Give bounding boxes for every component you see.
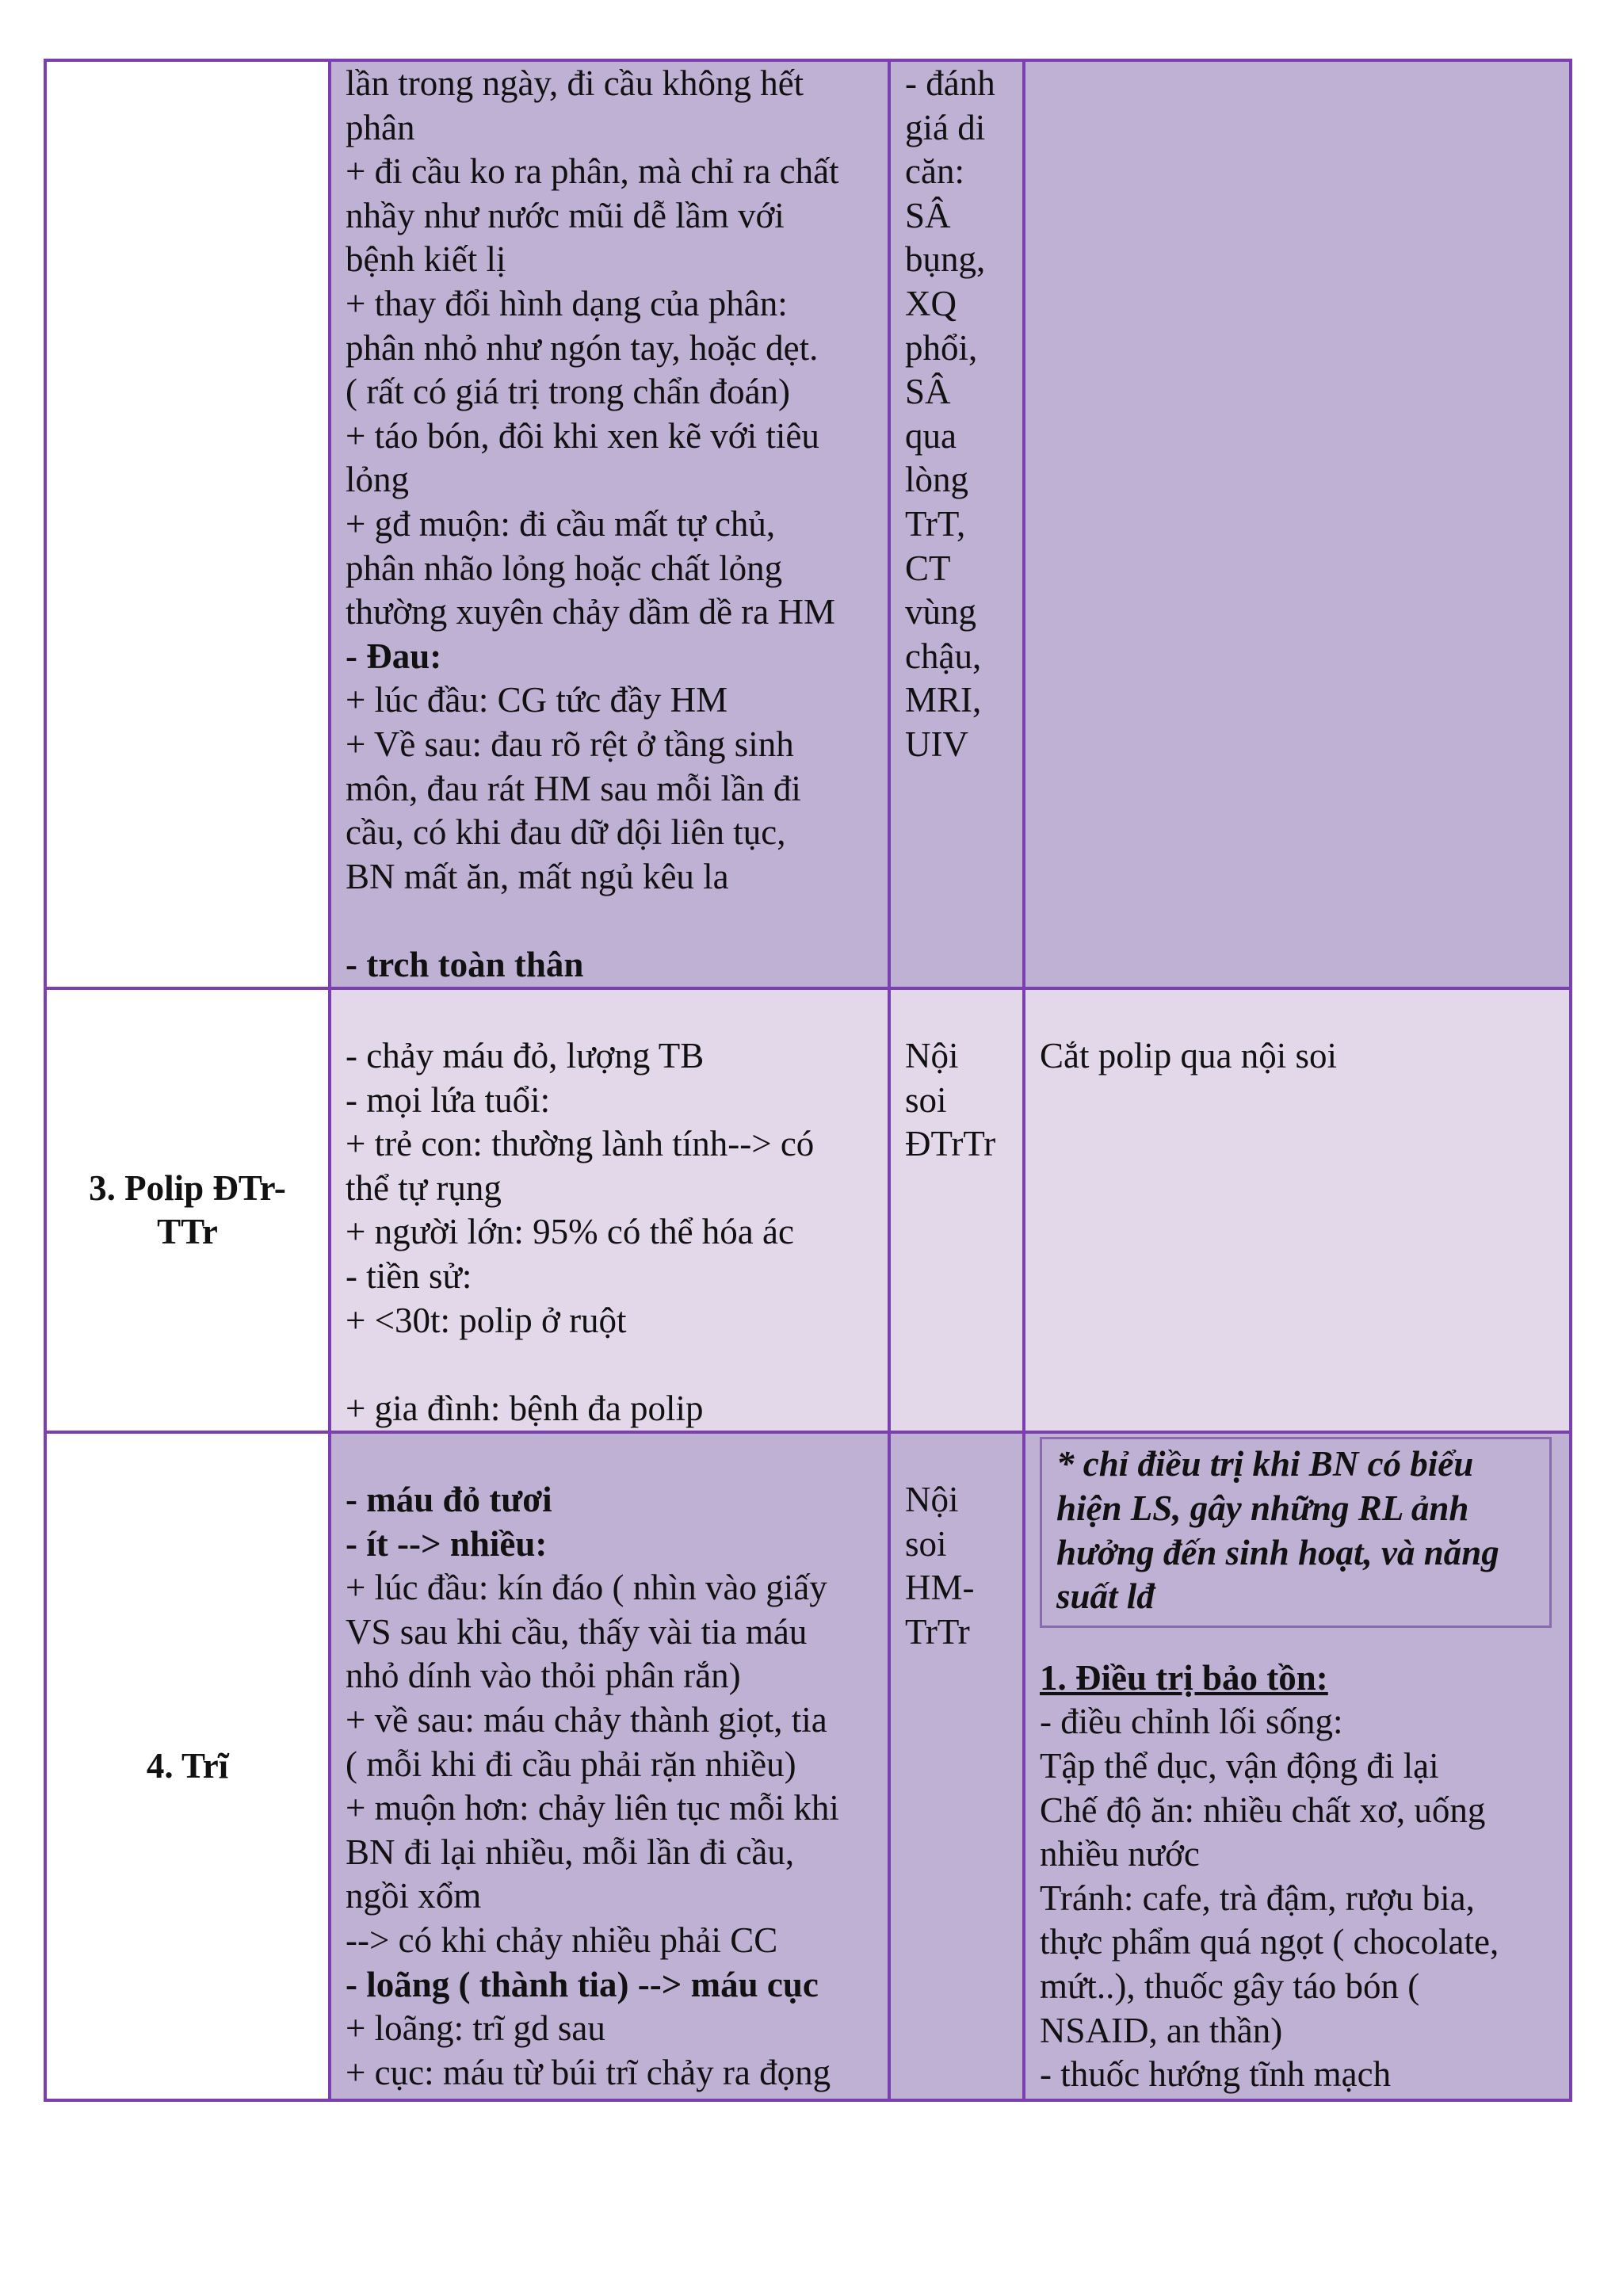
text-line: nhiều nước <box>1040 1834 1200 1874</box>
text-line: SÂ <box>905 195 951 235</box>
treatment-cell <box>1024 60 1571 988</box>
text-line: soi <box>905 1079 947 1120</box>
symptoms-list <box>346 990 880 1431</box>
treatment-cell <box>1024 1432 1571 2100</box>
text-line: HM- <box>905 1568 975 1608</box>
text-line: MRI, <box>905 680 982 720</box>
tests-cell <box>889 1432 1024 2100</box>
treatment-cell <box>1024 988 1571 1432</box>
text-line: Chế độ ăn: nhiều chất xơ, uống <box>1040 1790 1486 1830</box>
text-line: giá di <box>905 107 986 147</box>
symptom-line: - tiền sử: <box>346 1256 472 1297</box>
symptom-line: lỏng <box>346 460 410 500</box>
text-line: thực phẩm quá ngọt ( chocolate, <box>1040 1922 1499 1962</box>
treatment-note-box <box>1040 1437 1552 1627</box>
symptom-line: - chảy máu đỏ, lượng TB <box>346 1036 705 1076</box>
symptom-line: - Đau: <box>346 636 442 676</box>
text-line: suất lđ <box>1056 1576 1155 1617</box>
symptom-line: + lúc đầu: CG tức đầy HM <box>346 680 728 720</box>
symptom-line: - mọi lứa tuổi: <box>346 1079 551 1120</box>
symptom-line: phân <box>346 107 415 147</box>
text-line: căn: <box>905 151 964 192</box>
text-line: - đánh <box>905 63 995 103</box>
text-line: Nội <box>905 1480 959 1519</box>
symptom-line: thể tự rụng <box>346 1167 502 1208</box>
text-line: ĐTrTr <box>905 1124 996 1164</box>
treatment-list <box>1040 1700 1558 2096</box>
tests-cell <box>889 60 1024 988</box>
symptom-line: - loãng ( thành tia) --> máu cục <box>346 1964 819 2004</box>
symptom-line: + người lớn: 95% có thể hóa ác <box>346 1212 794 1252</box>
symptom-line: + cục: máu từ búi trĩ chảy ra đọng <box>346 2052 831 2092</box>
symptom-line: VS sau khi cầu, thấy vài tia máu <box>346 1611 808 1652</box>
table-row <box>45 1432 1571 2100</box>
text-line: phổi, <box>905 327 978 368</box>
symptom-line: cầu, có khi đau dữ dội liên tục, <box>346 812 786 853</box>
symptoms-list <box>346 62 880 987</box>
symptom-line: ( rất có giá trị trong chẩn đoán) <box>346 372 791 412</box>
symptom-line: + lúc đầu: kín đáo ( nhìn vào giấy <box>346 1568 827 1608</box>
symptoms-list <box>346 1434 880 2095</box>
text-line: soi <box>905 1523 947 1564</box>
text-line: UIV <box>905 724 968 764</box>
text-line: TrTr <box>905 1611 970 1652</box>
symptoms-cell <box>330 1432 889 2100</box>
text-line: vùng <box>905 592 976 632</box>
symptom-line: + đi cầu ko ra phân, mà chỉ ra chất <box>346 151 839 192</box>
symptom-line: + muộn hơn: chảy liên tục mỗi khi <box>346 1788 839 1828</box>
text-line: XQ <box>905 283 957 323</box>
symptom-line: - máu đỏ tươi <box>346 1480 552 1519</box>
symptom-line: ngồi xổm <box>346 1876 482 1916</box>
symptom-line: + Về sau: đau rõ rệt ở tầng sinh <box>346 724 794 764</box>
text-line <box>905 1434 1016 1478</box>
tests-list <box>905 62 1016 767</box>
symptom-line: phân nhỏ như ngón tay, hoặc dẹt. <box>346 327 819 368</box>
symptom-line: --> có khi chảy nhiều phải CC <box>346 1920 778 1960</box>
treatment-heading: 1. Điều trị bảo tồn: <box>1040 1657 1328 1698</box>
text-line: hưởng đến sinh hoạt, và năng <box>1056 1532 1499 1572</box>
text-line: * chỉ điều trị khi BN có biểu <box>1056 1444 1474 1484</box>
text-line: bụng, <box>905 239 986 280</box>
symptom-line: thường xuyên chảy dầm dề ra HM <box>346 592 836 632</box>
symptom-line: + thay đổi hình dạng của phân: <box>346 283 788 323</box>
tests-cell <box>889 988 1024 1432</box>
symptom-line: + <30t: polip ở ruột <box>346 1300 627 1340</box>
symptom-line: nhầy như nước mũi dễ lầm với <box>346 195 785 235</box>
symptom-line: ( mỗi khi đi cầu phải rặn nhiều) <box>346 1744 796 1784</box>
symptom-line: + gđ muộn: đi cầu mất tự chủ, <box>346 503 776 544</box>
disease-title: 3. Polip ĐTr- TTr <box>89 1167 286 1252</box>
symptom-line <box>346 990 880 1034</box>
symptom-line: phân nhão lỏng hoặc chất lỏng <box>346 548 783 588</box>
text-line: - thuốc hướng tĩnh mạch <box>1040 2054 1392 2095</box>
disease-table <box>44 59 1572 2102</box>
text-line <box>905 990 1016 1034</box>
text-line <box>1040 990 1558 1034</box>
text-line: chậu, <box>905 636 982 676</box>
symptoms-cell <box>330 60 889 988</box>
text-line: CT <box>905 548 951 588</box>
symptom-line: + táo bón, đôi khi xen kẽ với tiêu <box>346 415 819 456</box>
disease-title-cell <box>45 60 330 988</box>
tests-list <box>905 990 1016 1166</box>
symptom-line <box>346 1343 880 1387</box>
text-line: Nội <box>905 1036 959 1076</box>
symptom-line <box>346 899 880 943</box>
symptom-line: - trch toàn thân <box>346 944 584 984</box>
symptom-line: + gia đình: bệnh đa polip <box>346 1388 704 1428</box>
table-row <box>45 60 1571 988</box>
symptom-line: môn, đau rát HM sau mỗi lần đi <box>346 768 801 808</box>
text-line: hiện LS, gây những RL ảnh <box>1056 1488 1469 1528</box>
symptoms-cell <box>330 988 889 1432</box>
symptom-line: + loãng: trĩ gd sau <box>346 2008 605 2049</box>
text-line: - điều chỉnh lối sống: <box>1040 1702 1343 1742</box>
text-line: NSAID, an thần) <box>1040 2010 1283 2050</box>
tests-list <box>905 1434 1016 1654</box>
text-line: Tập thể dục, vận động đi lại <box>1040 1745 1439 1786</box>
treatment-list <box>1040 990 1558 1078</box>
symptom-line: bệnh kiết lị <box>346 239 506 280</box>
disease-title: 4. Trĩ <box>146 1746 229 1786</box>
symptom-line: nhỏ dính vào thỏi phân rắn) <box>346 1656 741 1696</box>
symptom-line: - ít --> nhiều: <box>346 1523 548 1564</box>
text-line: Cắt polip qua nội soi <box>1040 1036 1337 1076</box>
symptom-line <box>346 1434 880 1478</box>
symptom-line: + về sau: máu chảy thành giọt, tia <box>346 1699 827 1740</box>
text-line: lòng <box>905 460 969 500</box>
text-line: mứt..), thuốc gây táo bón ( <box>1040 1966 1420 2006</box>
symptom-line: BN mất ăn, mất ngủ kêu la <box>346 856 729 896</box>
disease-title-cell <box>45 988 330 1432</box>
symptom-line: lần trong ngày, đi cầu không hết <box>346 63 804 103</box>
text-line: Tránh: cafe, trà đậm, rượu bia, <box>1040 1878 1475 1918</box>
text-line: TrT, <box>905 503 966 544</box>
symptom-line: BN đi lại nhiều, mỗi lần đi cầu, <box>346 1832 795 1872</box>
text-line: qua <box>905 415 957 456</box>
symptom-line: + trẻ con: thường lành tính--> có <box>346 1124 815 1164</box>
text-line: SÂ <box>905 372 951 412</box>
table-row <box>45 988 1571 1432</box>
disease-title-cell <box>45 1432 330 2100</box>
